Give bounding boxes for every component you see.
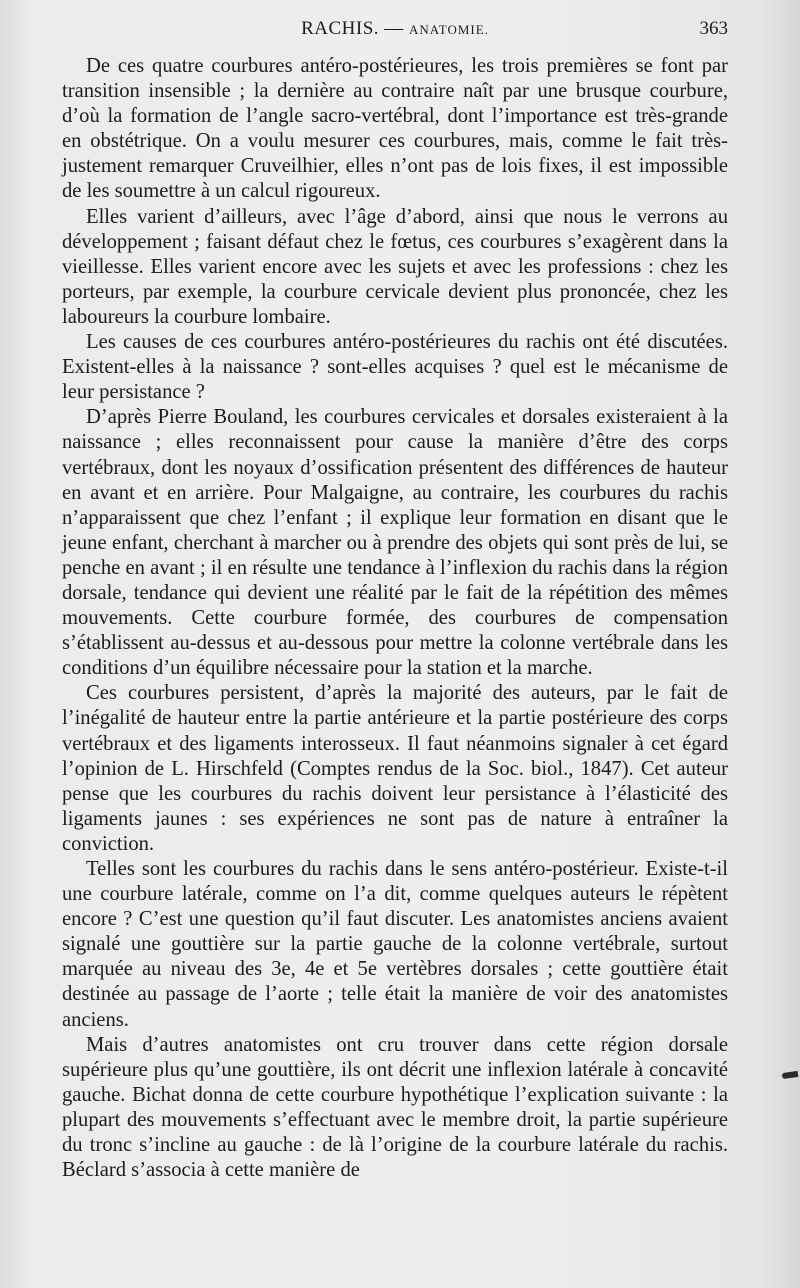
running-header xyxy=(62,18,728,42)
running-title xyxy=(62,18,728,40)
margin-ink-mark xyxy=(782,1071,799,1079)
header-separator: — xyxy=(379,18,410,39)
paragraph-3: Les causes de ces courbures antéro-postérieures du rachis ont été discutées. Existent-elles à la naissance ? sont-elles acquises ? quel est le mécanisme de leur persistance ? xyxy=(62,331,728,404)
paragraph-4: D’après Pierre Bouland, les courbures cervicales et dorsales existeraient à la naissance ; elles reconnaissent pour cause la manière d’être des corps vertébraux, dont les noyaux d’ossification présentent des différences de hauteur en avant et en arrière. Pour Malgaigne, au contraire, les courbures du rachis n’apparaissent que chez l’enfant ; il explique leur formation en disant que le jeune enfant, cherchant à marcher ou à prendre des objets qui sont près de lui, se penche en avant ; il en résulte une tendance à l’inflexion du rachis dans la région dorsale, tendance qui devient une réalité par le fait de la répétition des mêmes mouvements. Cette courbure formée, des courbures de compensation s’établissent au-dessus et au-dessous pour mettre la colonne vertébrale dans les conditions d’un équilibre nécessaire pour la station et la marche. xyxy=(62,406,728,680)
paragraph-6: Telles sont les courbures du rachis dans le sens antéro-postérieur. Existe-t-il une courbure latérale, comme on l’a dit, comme quelques auteurs le répètent encore ? C’est une question qu’il faut discuter. Les anatomistes anciens avaient signalé une gouttière sur la partie gauche de la colonne vertébrale, surtout marquée au niveau des 3e, 4e et 5e vertèbres dorsales ; cette gouttière était destinée au passage de l’aorte ; telle était la manière de voir des anatomistes anciens. xyxy=(62,858,728,1031)
header-section: ANATOMIE. xyxy=(409,22,489,37)
paragraph-5: Ces courbures persistent, d’après la majorité des auteurs, par le fait de l’inégalité de hauteur entre la partie antérieure et la partie postérieure des corps vertébraux et des ligaments interosseux. Il faut néanmoins signaler à cet égard l’opinion de L. Hirschfeld (Comptes rendus de la Soc. biol., 1847). Cet auteur pense que les courbures du rachis doivent leur persistance à l’élasticité des ligaments jaunes : ses expériences ne sont pas de nature à entraîner la conviction. xyxy=(62,682,728,855)
paragraph-1: De ces quatre courbures antéro-postérieures, les trois premières se font par transition insensible ; la dernière au contraire naît par une brusque courbure, d’où la formation de l’angle sacro-vertébral, dont l’importance est très-grande en obstétrique. On a voulu mesurer ces courbures, mais, comme le fait très-justement remarquer Cruveilhier, elles n’ont pas de lois fixes, il est impossible de les soumettre à un calcul rigoureux. xyxy=(62,55,728,203)
paragraph-7: Mais d’autres anatomistes ont cru trouver dans cette région dorsale supérieure plus qu’une gouttière, ils ont décrit une inflexion latérale à concavité gauche. Bichat donna de cette courbure hypothétique l’explication suivante : la plupart des mouvements s’effectuant avec le membre droit, la partie supérieure du tronc s’incline au gauche : de là l’origine de la courbure latérale du rachis. Béclard s’associa à cette manière de xyxy=(62,1033,728,1182)
body-text xyxy=(62,54,728,1183)
paragraph-2: Elles varient d’ailleurs, avec l’âge d’abord, ainsi que nous le verrons au développement ; faisant défaut chez le fœtus, ces courbures s’exagèrent dans la vieillesse. Elles varient encore avec les sujets et avec les professions : chez les porteurs, par exemple, la courbure cervicale devient plus prononcée, chez les laboureurs la courbure lombaire. xyxy=(62,205,728,328)
header-title-text: RACHIS. xyxy=(301,18,380,39)
page-number: 363 xyxy=(699,18,728,39)
